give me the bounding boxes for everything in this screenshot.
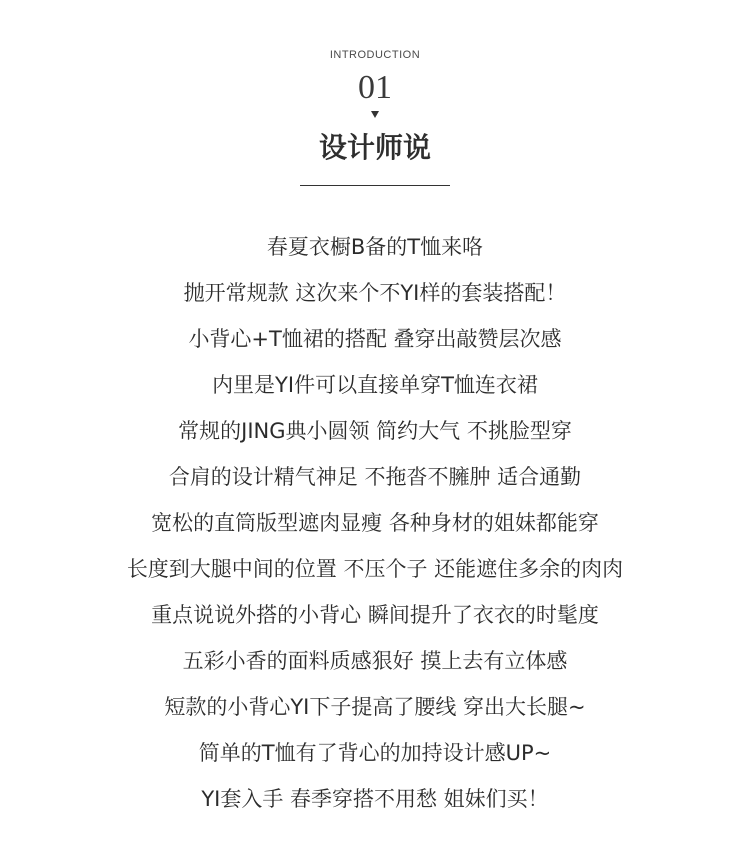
description-line: 内里是YI件可以直接单穿T恤连衣裙 — [212, 373, 538, 397]
description-line: 宽松的直筒版型遮肉显瘦 各种身材的姐妹都能穿 — [151, 511, 599, 535]
description-line: YI套入手 春季穿搭不用愁 姐妹们买！ — [201, 787, 549, 811]
description-line: 合肩的设计精气神足 不拖沓不臃肿 适合通勤 — [168, 465, 582, 489]
title-divider — [300, 185, 450, 186]
description-line: 短款的小背心YI下子提高了腰线 穿出大长腿~ — [164, 695, 586, 719]
description-lines — [0, 224, 750, 822]
description-line: 春夏衣橱B备的T恤来咯 — [266, 235, 484, 259]
section-title: 设计师说 — [318, 131, 431, 164]
description-line: 常规的JING典小圆领 简约大气 不挑脸型穿 — [178, 419, 572, 443]
description-line: 小背心+T恤裙的搭配 叠穿出敲赞层次感 — [188, 327, 562, 351]
description-line: 五彩小香的面料质感狠好 摸上去有立体感 — [182, 649, 568, 673]
section-eyebrow: INTRODUCTION — [329, 49, 421, 61]
description-line: 长度到大腿中间的位置 不压个子 还能遮住多余的肉肉 — [126, 557, 624, 581]
section-number: 01 — [358, 69, 392, 106]
description-line: 重点说说外搭的小背心 瞬间提升了衣衣的时髦度 — [151, 603, 599, 627]
description-line: 抛开常规款 这次来个不YI样的套装搭配！ — [183, 281, 567, 305]
description-line: 简单的T恤有了背心的加持设计感UP~ — [198, 741, 552, 765]
triangle-down-icon — [371, 111, 379, 118]
